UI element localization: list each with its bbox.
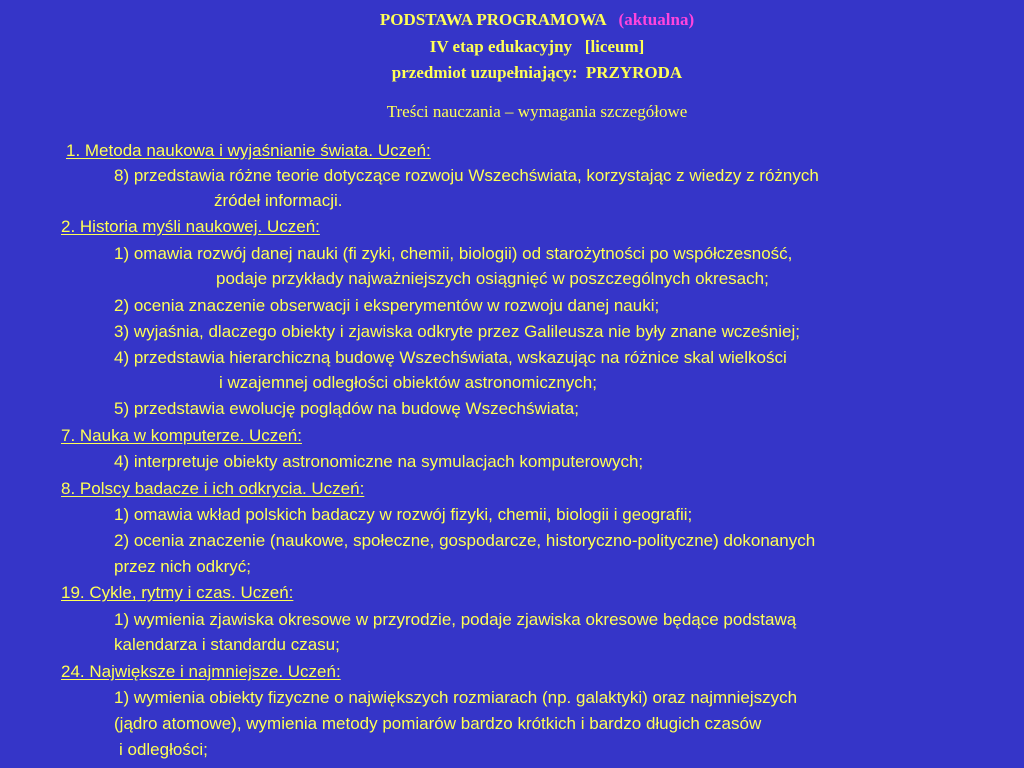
list-item: 4) interpretuje obiekty astronomiczne na symulacjach komputerowych; (114, 452, 644, 471)
stage-line: IV etap edukacyjny [liceum] (429, 37, 645, 56)
section-heading: 24. Największe i najmniejsze. Uczeń: (61, 662, 341, 681)
list-item: 3) wyjaśnia, dlaczego obiekty i zjawiska odkryte przez Galileusza nie były znane wcześniej; (114, 322, 800, 341)
list-item-continuation: i wzajemnej odległości obiektów astronomicznych; (219, 373, 597, 392)
list-item: 2) ocenia znaczenie obserwacji i eksperymentów w rozwoju danej nauki; (114, 296, 660, 315)
section-heading: 8. Polscy badacze i ich odkrycia. Uczeń: (61, 479, 365, 498)
list-item: 5) przedstawia ewolucję poglądów na budowę Wszechświata; (114, 399, 579, 418)
list-item: 1) omawia wkład polskich badaczy w rozwój fizyki, chemii, biologii i geografii; (114, 505, 693, 524)
section-heading: 19. Cykle, rytmy i czas. Uczeń: (61, 583, 294, 602)
list-item: 8) przedstawia różne teorie dotyczące rozwoju Wszechświata, korzystając z wiedzy z różnych (114, 166, 819, 185)
list-item: 4) przedstawia hierarchiczną budowę Wszechświata, wskazując na różnice skal wielkości (114, 348, 787, 367)
section-heading: 2. Historia myśli naukowej. Uczeń: (61, 217, 320, 236)
title-status: (aktualna) (618, 10, 695, 29)
title-main: PODSTAWA PROGRAMOWA (379, 10, 606, 29)
list-item-continuation: źródeł informacji. (214, 191, 343, 210)
subject-line: przedmiot uzupełniający: PRZYRODA (391, 63, 683, 82)
list-item: 2) ocenia znaczenie (naukowe, społeczne, gospodarcze, historyczno-polityczne) dokonanych (114, 531, 816, 550)
list-item: 1) wymienia zjawiska okresowe w przyrodzie, podaje zjawiska okresowe będące podstawą (114, 610, 797, 629)
section-heading: 7. Nauka w komputerze. Uczeń: (61, 426, 302, 445)
content-subtitle: Treści nauczania – wymagania szczegółowe (386, 102, 688, 121)
list-item-continuation: podaje przykłady najważniejszych osiągnięć w poszczególnych okresach; (216, 269, 769, 288)
list-item-continuation: (jądro atomowe), wymienia metody pomiarów bardzo krótkich i bardzo długich czasów (114, 714, 762, 733)
list-item: 1) wymienia obiekty fizyczne o największych rozmiarach (np. galaktyki) oraz najmniejszych (114, 688, 798, 707)
section-heading: 1. Metoda naukowa i wyjaśnianie świata. Uczeń: (66, 141, 431, 160)
list-item: 1) omawia rozwój danej nauki (fi zyki, chemii, biologii) od starożytności po współczesność, (114, 244, 793, 263)
slide-title (0, 10, 1024, 30)
list-item-continuation: kalendarza i standardu czasu; (114, 635, 340, 654)
list-item-continuation: przez nich odkryć; (114, 557, 251, 576)
list-item-continuation: i odległości; (119, 740, 208, 759)
